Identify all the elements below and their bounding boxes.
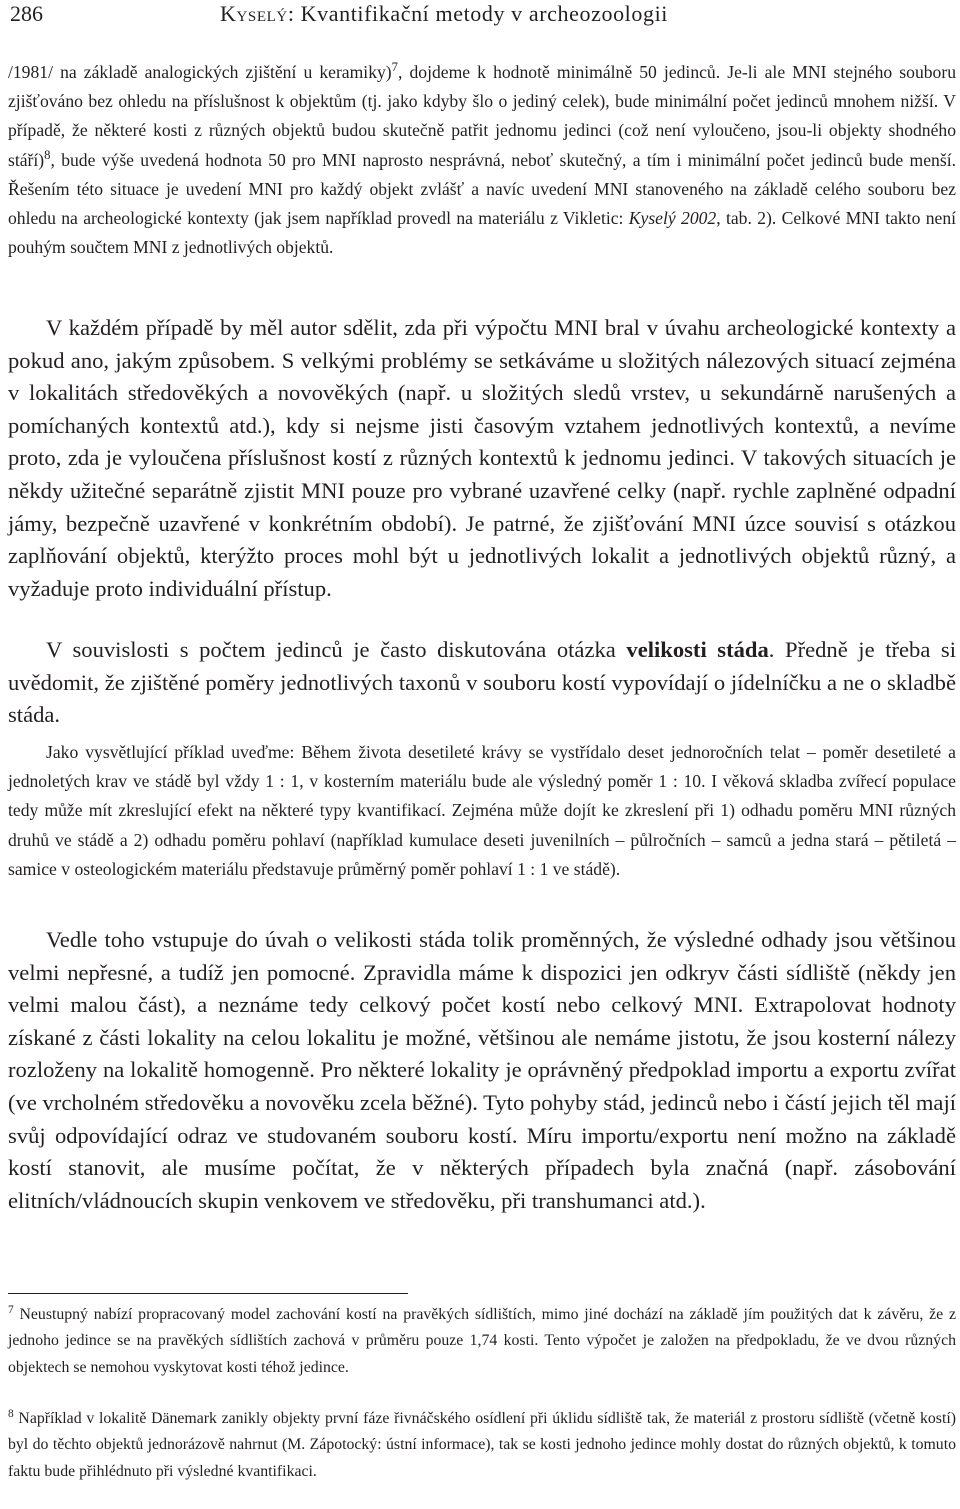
footnote-ref-7[interactable]: 7 (391, 60, 398, 75)
paragraph-1-text-c: , bude výše uvedená hodnota 50 pro MNI naprosto nesprávná, neboť skutečný, a tím i minimální počet jedinců bude menší. Řešením této situace je uvedení MNI pro každý objekt zvlášť a navíc uvedení MNI stanoveného na základě celého souboru bez ohledu na archeologické kontexty (jak jsem například provedl na materiálu z Vikletic: (8, 149, 956, 229)
bold-term: velikosti stáda (626, 637, 769, 662)
paragraph-1-text-d: , tab. 2). Celkové MNI takto není pouhým součtem MNI z jednotlivých objektů. (8, 208, 957, 258)
paragraph-2: V každém případě by měl autor sdělit, zda při výpočtu MNI bral v úvahu archeologické kontexty a pokud ano, jakým způsobem. S velkými problémy se setkáváme u složitých nálezových situací zejména v lokalitách středověkých a novověkých (např. u složitých sledů vrstev, u sekundárně narušených a pomíchaných kontextů atd.), kdy si nejsme jisti časovým vztahem jednotlivých kontextů, a nevíme proto, zda je vyloučena příslušnost kostí z různých kontextů k jednomu jedinci. V takových situacích je někdy užitečné separátně zjistit MNI pouze pro vybrané uzavřené celky (např. rychle zaplněné odpadní jámy, bezpečně uzavřené v konkrétním období). Je patrné, že zjišťování MNI úzce souvisí s otázkou zaplňování objektů, kterýžto proces mohl být u jednotlivých lokalit a jednotlivých objektů různý, a vyžaduje proto individuální přístup. (8, 315, 956, 601)
footnote-8-text: Například v lokalitě Dänemark zanikly objekty první fáze řivnáčského osídlení při úklidu sídliště tak, že materiál z prostoru sídliště (včetně kostí) byl do těchto objektů jednorázově nahrnut (M. Zápotocký: ústní informace), tak se kosti jednoho jedince mohly dostat do různých objektů, k tomuto faktu bude přihlédnuto při výsledné kvantifikaci. (8, 1410, 956, 1480)
paragraph-3-text-a: V souvislosti s počtem jedinců je často diskutována otázka (46, 637, 627, 662)
paragraph-4-example: Jako vysvětlující příklad uveďme: Během života desetileté krávy se vystřídalo deset jednoročních telat – poměr desetileté a jednoletých krav ve stádě byl vždy 1 : 1, v kosterním materiálu bude ale výsledný poměr 1 : 10. I věková skladba zvířecí populace tedy může mít zkreslující efekt na některé typy kvantifikací. Zejména může dojít ke zkreslení při 1) odhadu poměru MNI různých druhů ve stádě a 2) odhadu poměru pohlaví (například kumulace deseti juvenilních – půlročních – samců a jedna stará – pětiletá – samice v osteologickém materiálu představuje průměrný poměr pohlaví 1 : 1 ve stádě). (8, 742, 956, 879)
paragraph-5: Vedle toho vstupuje do úvah o velikosti stáda tolik proměnných, že výsledné odhady jsou většinou velmi nepřesné, a tudíž jen pomocné. Zpravidla máme k dispozici jen odkryv části sídliště (někdy jen velmi malou část), a neznáme tedy celkový počet kostí nebo celkový MNI. Extrapolovat hodnoty získané z části lokality na celou lokalitu je možné, většinou ale nemáme jistotu, že jsou kosterní nálezy rozloženy na lokalitě homogenně. Pro některé lokality je oprávněný předpoklad importu a exportu zvířat (ve vrcholném středověku a novověku zcela běžné). Tyto pohyby stád, jedinců nebo i částí jejich těl mají svůj odpovídající odraz ve studovaném souboru kostí. Míru importu/exportu není možno na základě kostí stanovit, ale musíme počítat, že v některých případech byla značná (např. zásobování elitních/vládnoucích skupin venkovem ve středověku, při transhumanci atd.). (8, 927, 956, 1213)
footnote-ref-8[interactable]: 8 (44, 147, 51, 162)
running-title-text: : Kvantifikační metody v archeozoologii (287, 1, 669, 26)
footnote-8 (8, 1406, 956, 1485)
running-title (220, 0, 668, 28)
citation: Kyselý 2002 (628, 208, 717, 229)
paragraph-1-text-b: , dojdeme k hodnotě minimálně 50 jedinců. Je-li ale MNI stejného souboru zjišťováno bez ohledu na příslušnost k objektům (tj. jako kdyby šlo o jediný celek), bude minimální počet jedinců mnohem nižší. V případě, že některé kosti z různých objektů budou skutečně patřit jednomu jedinci (což není vyloučeno, jsou-li objekty shodného stáří) (8, 62, 956, 170)
paragraph-3-text-b: . Předně je třeba si uvědomit, že zjištěné poměry jednotlivých taxonů v souboru kostí vypovídají o jídelníčku a ne o skladbě stáda. (8, 637, 956, 728)
running-title-author: Kyselý (220, 1, 288, 26)
paragraph-1-text-a: /1981/ na základě analogických zjištění u keramiky) (8, 62, 392, 82)
paragraph-3 (8, 634, 956, 732)
footnote-divider (8, 1293, 408, 1294)
footnote-mark-7: 7 (8, 1303, 14, 1316)
running-header (8, 0, 956, 28)
footnote-7-text: Neustupný nabízí propracovaný model zachování kostí na pravěkých sídlištích, mimo jiné dochází na základě jím použitých dat k závěru, že z jednoho jedince se na pravěkých sídlištích zachová v průměru pouze 1,74 kosti. Tento výpočet je založen na předpokladu, že ve dvou různých objektech se nemohou vyskytovat kosti téhož jedince. (8, 1306, 956, 1376)
paragraph-1 (8, 58, 956, 262)
footnote-mark-8: 8 (8, 1407, 14, 1420)
footnote-7 (8, 1302, 956, 1381)
page-number: 286 (10, 1, 43, 26)
